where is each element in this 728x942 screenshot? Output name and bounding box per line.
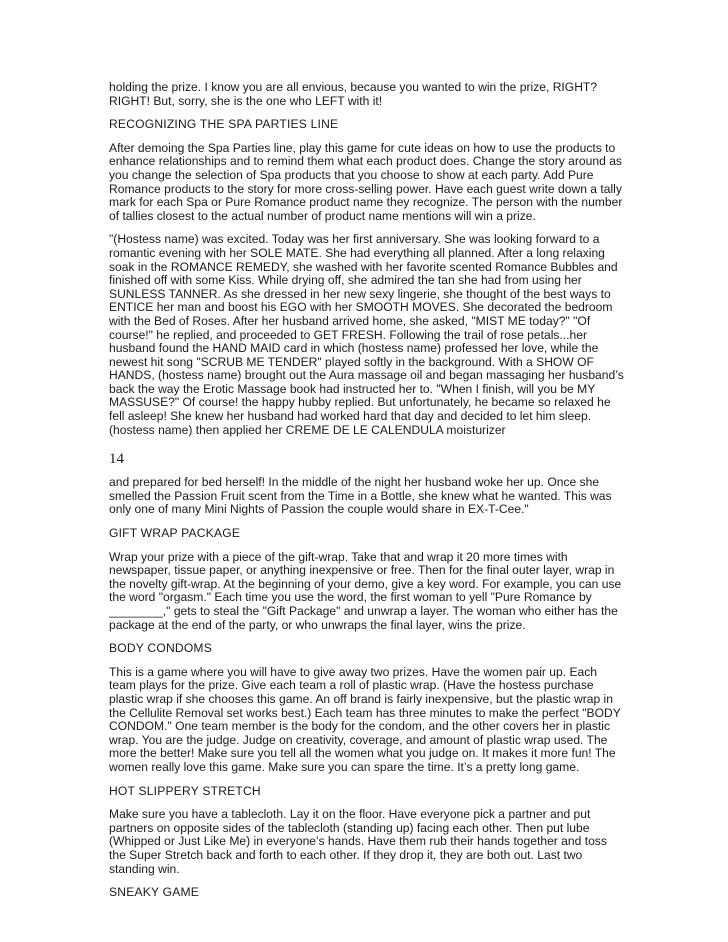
paragraph-hot-slippery-stretch-instructions: Make sure you have a tablecloth. Lay it on the floor. Have everyone pick a partner and put partners on opposite sides of the tablecloth (standing up) facing each other. Then put lube (Whipped or Just Like Me) in everyone’s hands. Have them rub their hands together and toss the Super Stretch back and forth to each other. If they drop it, they are both out. Last two standing win.: [109, 807, 607, 876]
heading-spa-parties-line: RECOGNIZING THE SPA PARTIES LINE: [109, 117, 339, 132]
paragraph-spa-parties-instructions: After demoing the Spa Parties line, play this game for cute ideas on how to use the products to enhance relationships and to remind them what each product does. Change the story around as you change the selection of Spa products that you choose to show at each party. Add Pure Romance products to the story for more cross-selling power. Have each guest write down a tally mark for each Spa or Pure Romance product name they recognize. The person with the number of tallies closest to the actual number of product name mentions will win a prize.: [109, 140, 623, 223]
paragraph-body-condoms-instructions: This is a game where you will have to give away two prizes. Have the women pair up. Each team plays for the prize. Give each team a roll of plastic wrap. (Have the hostess purchase plastic wrap if she chooses this game. An off brand is fairly inexpensive, but the plastic wrap in the Cellulite Removal set works best.) Each team has three minutes to make the perfect "BODY CONDOM." One team member is the body for the condom, and the other covers her in plastic wrap. You are the judge. Judge on creativity, coverage, and amount of plastic wrap used. The more the better! Make sure you tell all the women what you judge on. It makes it more fun! The women really love this game. Make sure you can spare the time. It’s a pretty long game.: [109, 664, 621, 774]
paragraph-prize-intro: holding the prize. I know you are all envious, because you wanted to win the prize, RIGHT? RIGHT! But, sorry, she is the one who LEFT with it!: [109, 80, 598, 108]
heading-gift-wrap-package: GIFT WRAP PACKAGE: [109, 526, 241, 541]
document-page: [109, 81, 624, 910]
page-number: 14: [109, 451, 124, 468]
paragraph-hostess-story: "(Hostess name) was excited. Today was her first anniversary. She was looking forward to a romantic evening with her SOLE MATE. She had everything all planned. After a long relaxing soak in the ROMANCE REMEDY, she washed with her favorite scented Romance Bubbles and finished off with some Kiss. While drying off, she admired the tan she had from using her SUNLESS TANNER. As she dressed in her new sexy lingerie, she thought of the best ways to ENTICE her man and boost his EGO with her SMOOTH MOVES. She decorated the bedroom with the Bed of Roses. After her husband arrived home, she asked, "MIST ME today?" "Of course!" he replied, and proceeded to GET FRESH. Following the trail of rose petals...her husband found the HAND MAID card in which (hostess name) professed her love, while the newest hit song "SCRUB ME TENDER" played softly in the background. With a SHOW OF HANDS, (hostess name) brought out the Aura massage oil and began massaging her husband’s back the way the Erotic Massage book had instructed her to. "When I finish, will you be MY MASSUSE?" Of course! the happy hubby replied. But unfortunately, he became so relaxed he fell asleep! She knew her husband had worked hard that day and decided to let him sleep. (hostess name) then applied her CREME DE LE CALENDULA moisturizer: [109, 232, 624, 437]
paragraph-gift-wrap-instructions: Wrap your prize with a piece of the gift-wrap. Take that and wrap it 20 more times with newspaper, tissue paper, or anything inexpensive or free. Then for the final outer layer, wrap in the novelty gift-wrap. At the beginning of your demo, give a key word. For example, you can use the word "orgasm." Each time you use the word, the first woman to yell "Pure Romance by ________," gets to steal the "Gift Package" and unwrap a layer. The woman who either has the package at the end of the party, or who unwraps the final layer, wins the prize.: [109, 549, 622, 632]
heading-body-condoms: BODY CONDOMS: [109, 641, 212, 656]
paragraph-story-ending: and prepared for bed herself! In the middle of the night her husband woke her up. Once she smelled the Passion Fruit scent from the Time in a Bottle, she knew what he wanted. This was only one of many Mini Nights of Passion the couple would share in EX-T-Cee.": [109, 475, 612, 517]
heading-sneaky-game: SNEAKY GAME: [109, 885, 200, 900]
heading-hot-slippery-stretch: HOT SLIPPERY STRETCH: [109, 783, 261, 798]
